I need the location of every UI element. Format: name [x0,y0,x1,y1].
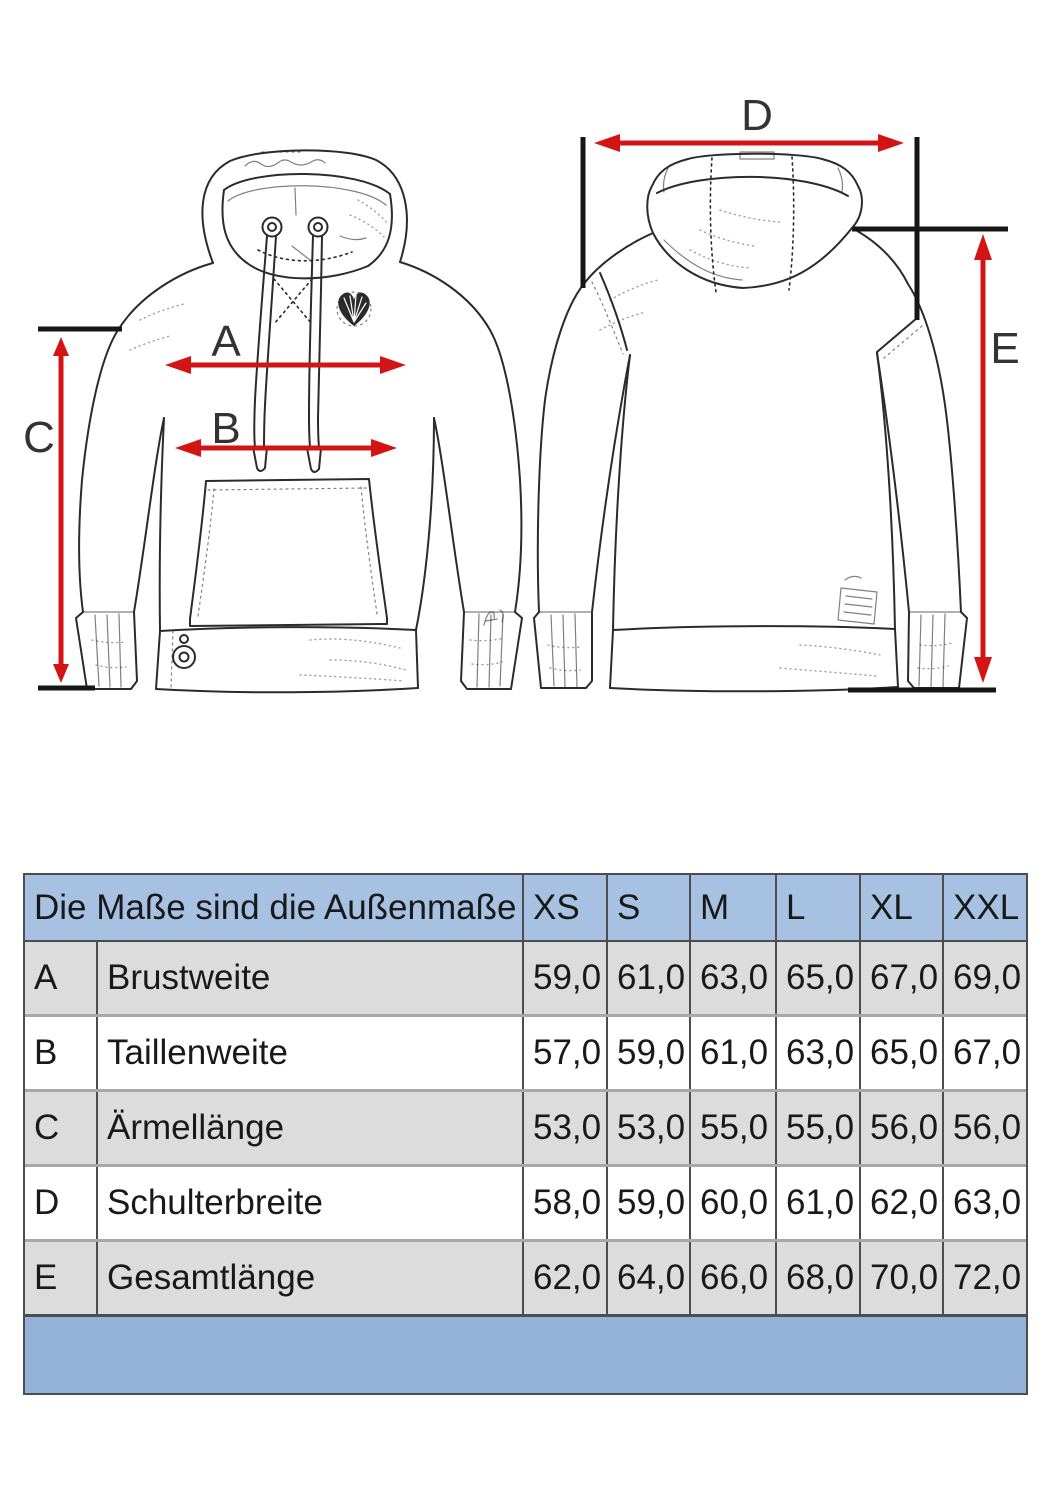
heart-badge-icon [337,292,371,326]
size-value: 67,0 [942,1017,1026,1089]
size-value: 62,0 [859,1167,942,1239]
size-value: 67,0 [859,942,942,1014]
measure-label-b: B [211,404,241,453]
size-value: 63,0 [942,1167,1026,1239]
size-table-header-row [25,875,1026,942]
measure-label-a: A [211,317,241,366]
table-row-a [25,942,1026,1014]
row-letter: D [34,1183,60,1222]
size-value: 63,0 [689,942,775,1014]
table-row-c [25,1089,1026,1164]
measure-arrow-e [974,234,992,683]
size-col-header-xxl: XXL [942,875,1026,940]
size-col-header-xl: XL [859,875,942,940]
measure-label-d: D [741,91,773,140]
measure-arrow-a [165,356,406,374]
measure-arrow-b [175,439,397,457]
size-value: 59,0 [606,1167,689,1239]
measure-label-c: C [23,413,55,462]
hem-button [171,631,195,688]
size-value: 56,0 [859,1092,942,1164]
kangaroo-pocket [190,479,387,626]
measure-name: Ärmellänge [96,1092,522,1164]
size-value: 59,0 [522,942,606,1014]
size-value: 66,0 [689,1242,775,1314]
drawstrings [253,236,322,472]
size-col-header-l: L [775,875,859,940]
size-value: 57,0 [522,1017,606,1089]
size-value: 55,0 [775,1092,859,1164]
size-value: 72,0 [942,1242,1026,1314]
hoodie-front-sketch [76,150,522,692]
measurement-annotations [23,91,1020,690]
size-value: 59,0 [606,1017,689,1089]
size-value: 53,0 [522,1092,606,1164]
size-col-header-xs: XS [522,875,606,940]
size-value: 55,0 [689,1092,775,1164]
eyelet-right [309,218,328,237]
size-value: 53,0 [606,1092,689,1164]
size-value: 61,0 [775,1167,859,1239]
x-stitch-detail [274,279,312,324]
measure-name: Schulterbreite [96,1167,522,1239]
size-value: 65,0 [775,942,859,1014]
size-value: 58,0 [522,1167,606,1239]
size-col-header-m: M [689,875,775,940]
size-value: 70,0 [859,1242,942,1314]
table-row-e [25,1239,1026,1314]
table-row-d [25,1164,1026,1239]
size-value: 60,0 [689,1167,775,1239]
hoodie-back-sketch [534,152,967,691]
size-value: 61,0 [606,942,689,1014]
eyelet-left [263,218,282,237]
hem-tag [838,576,877,624]
measure-name: Brustweite [96,942,522,1014]
measure-label-e: E [990,324,1020,373]
size-table [23,873,1028,1395]
row-letter: B [34,1033,58,1072]
size-value: 61,0 [689,1017,775,1089]
size-value: 63,0 [775,1017,859,1089]
table-row-b [25,1014,1026,1089]
measure-name: Taillenweite [96,1017,522,1089]
table-footer-band [25,1314,1026,1393]
measure-arrow-c [53,337,69,683]
hood-label-squiggle [245,160,325,167]
measure-name: Gesamtlänge [96,1242,522,1314]
size-table-title: Die Maße sind die Außenmaße [34,887,517,927]
size-value: 56,0 [942,1092,1026,1164]
row-letter: A [34,958,58,997]
size-value: 62,0 [522,1242,606,1314]
size-value: 64,0 [606,1242,689,1314]
size-value: 68,0 [775,1242,859,1314]
row-letter: C [34,1108,60,1147]
size-value: 65,0 [859,1017,942,1089]
row-letter: E [34,1258,58,1297]
size-col-header-s: S [606,875,689,940]
size-value: 69,0 [942,942,1026,1014]
